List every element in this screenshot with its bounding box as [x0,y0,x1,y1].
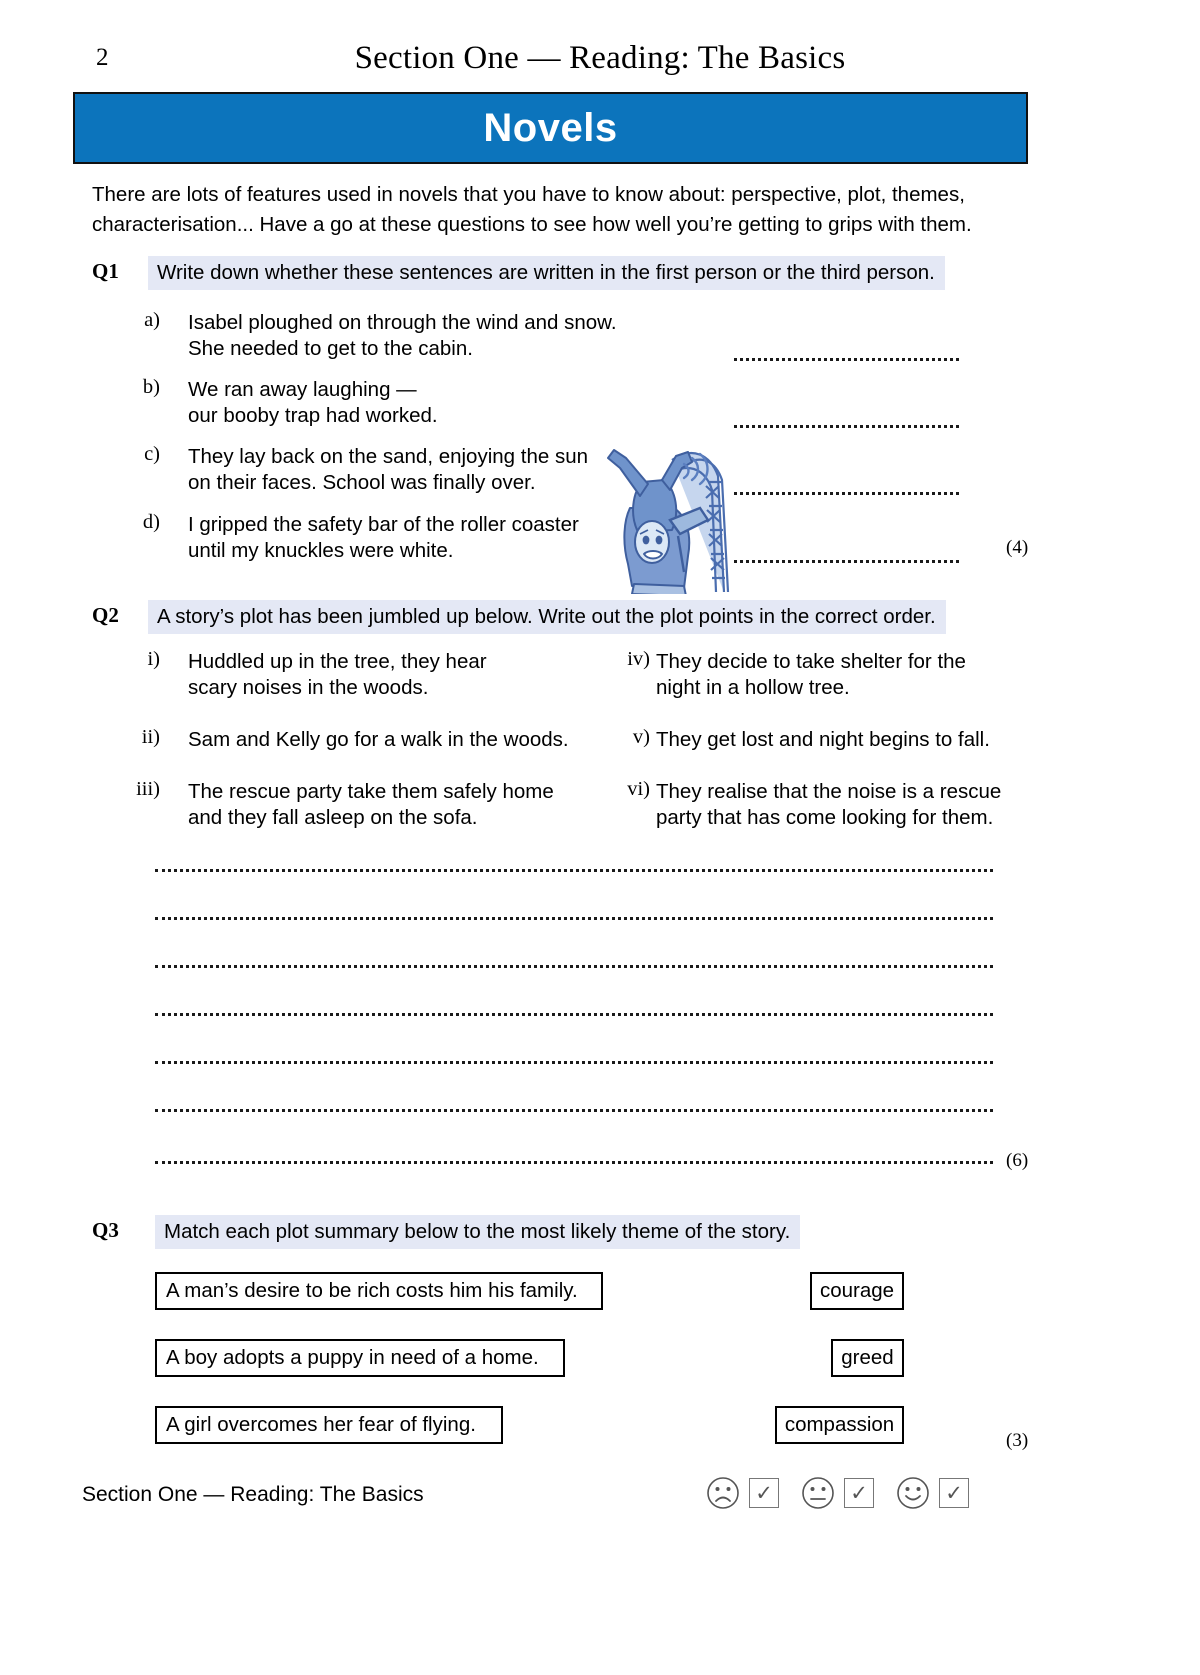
self-assessment-ratings [706,1476,991,1510]
q1-item-line1-d: I gripped the safety bar of the roller coaster [188,513,579,536]
q1-item-line2-c: on their faces. School was finally over. [188,471,536,494]
q2-item-line1-iv: They decide to take shelter for the [656,650,966,673]
q3-summary-text-3: A girl overcomes her fear of flying. [166,1413,476,1436]
q3-theme-box-3[interactable] [775,1406,904,1444]
q1-item-marker-a: a) [144,309,160,331]
page-number: 2 [96,44,109,71]
roller-coaster-rider-icon [588,424,748,594]
q2-item-marker-v: v) [632,726,650,748]
banner-title: Novels [483,105,618,150]
q1-item-marker-c: c) [144,443,160,465]
footer-section-title: Section One — Reading: The Basics [82,1483,424,1506]
neutral-face-icon [801,1476,835,1510]
sad-face-icon [706,1476,740,1510]
q3-marks: (3) [1006,1430,1029,1451]
q2-item-marker-ii: ii) [141,726,160,748]
q2-item-line2-i: scary noises in the woods. [188,676,429,699]
q3-summary-box-3[interactable] [155,1406,503,1444]
section-title: Section One — Reading: The Basics [354,40,846,76]
q1-marks: (4) [1006,537,1029,558]
q1-item-line2-a: She needed to get to the cabin. [188,337,473,360]
q2-item-line2-vi: party that has come looking for them. [656,806,994,829]
q1-prompt: Write down whether these sentences are written in the first person or the third person. [148,256,945,290]
rating-checkbox-neutral[interactable]: ✓ [844,1478,874,1508]
q2-item-line1-i: Huddled up in the tree, they hear [188,650,487,673]
q2-item-marker-iii: iii) [136,778,160,800]
q2-prompt: A story’s plot has been jumbled up below. Write out the plot points in the correct order. [148,600,946,634]
q1-answer-line-a[interactable] [734,357,959,361]
q3-theme-text-3: compassion [784,1413,895,1436]
q2-item-marker-vi: vi) [627,778,650,800]
rating-group-happy [896,1476,969,1510]
q3-theme-box-2[interactable] [831,1339,904,1377]
q2-answer-line-4[interactable] [155,1012,993,1016]
rating-group-sad [706,1476,779,1510]
q1-item-line2-d: until my knuckles were white. [188,539,454,562]
q3-theme-text-1: courage [819,1279,895,1302]
q1-item-line1-a: Isabel ploughed on through the wind and snow. [188,311,617,334]
q3-summary-text-1: A man’s desire to be rich costs him his family. [166,1279,578,1302]
q1-answer-line-d[interactable] [734,559,959,563]
q2-item-marker-i: i) [147,648,160,670]
q2-answer-line-6[interactable] [155,1108,993,1112]
rating-checkbox-sad[interactable]: ✓ [749,1478,779,1508]
q1-item-line1-b: We ran away laughing — [188,378,417,401]
q3-summary-text-2: A boy adopts a puppy in need of a home. [166,1346,539,1369]
q3-summary-box-2[interactable] [155,1339,565,1377]
q3-label: Q3 [92,1218,119,1242]
q1-item-line1-c: They lay back on the sand, enjoying the sun [188,445,589,468]
q2-item-line1-ii: Sam and Kelly go for a walk in the woods. [188,728,569,751]
happy-face-icon [896,1476,930,1510]
q2-item-line2-iii: and they fall asleep on the sofa. [188,806,478,829]
q1-item-line2-b: our booby trap had worked. [188,404,438,427]
q2-item-line2-iv: night in a hollow tree. [656,676,850,699]
q2-item-line1-vi: They realise that the noise is a rescue [656,780,1002,803]
q2-answer-line-2[interactable] [155,916,993,920]
q2-answer-line-1[interactable] [155,868,993,872]
intro-paragraph: There are lots of features used in novels that you have to know about: perspective, plot, themes, characterisation... Have a go at these questions to see how well you’re getting to grips with them. [92,183,972,236]
q2-item-line1-iii: The rescue party take them safely home [188,780,554,803]
rating-group-neutral [801,1476,874,1510]
q2-answer-line-5[interactable] [155,1060,993,1064]
q2-label: Q2 [92,603,119,627]
q2-item-marker-iv: iv) [627,648,650,670]
rating-checkbox-happy[interactable]: ✓ [939,1478,969,1508]
q2-marks: (6) [1006,1150,1029,1171]
q3-theme-text-2: greed [841,1346,894,1369]
q1-label: Q1 [92,259,119,283]
q1-answer-line-b[interactable] [734,424,959,428]
q1-item-marker-b: b) [142,376,160,398]
q1-item-marker-d: d) [142,511,160,533]
q1-answer-line-c[interactable] [734,491,959,495]
q2-answer-line-3[interactable] [155,964,993,968]
q2-item-line1-v: They get lost and night begins to fall. [656,728,990,751]
novels-banner [73,92,1028,164]
q3-theme-box-1[interactable] [810,1272,904,1310]
q2-answer-line-7[interactable] [155,1160,993,1164]
q3-prompt: Match each plot summary below to the most likely theme of the story. [155,1215,800,1249]
q3-summary-box-1[interactable] [155,1272,603,1310]
